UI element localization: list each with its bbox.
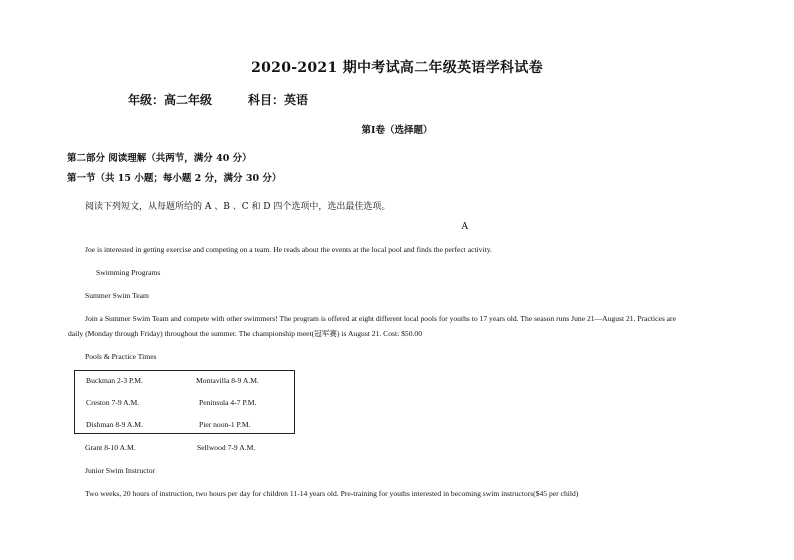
pool-entry: Buckman 2-3 P.M.	[86, 376, 143, 385]
pool-entry: Pier noon-1 P.M.	[199, 420, 251, 429]
summer-text-line1: Join a Summer Swim Team and compete with other swimmers! The program is offered at eight different local pools for youths to 17 years old. The season runs June 21—August 21. Practices are	[85, 314, 676, 323]
pool-times-table	[74, 370, 295, 434]
subject-label: 科目：英语	[248, 93, 309, 107]
pool-entry: Dishman 8-9 A.M.	[86, 420, 143, 429]
grade-label: 年级：高二年级	[128, 93, 213, 107]
part-heading: 第二部分 阅读理解（共两节，满分 40 分）	[67, 153, 252, 164]
pool-entry: Montavilla 8-9 A.M.	[196, 376, 259, 385]
passage-intro: Joe is interested in getting exercise and competing on a team. He reads about the events at the local pool and finds the perfect activity.	[85, 245, 492, 254]
instruction-text: 阅读下列短文，从每题所给的 A 、B 、C 和 D 四个选项中，选出最佳选项。	[85, 202, 391, 212]
summer-team-title: Summer Swim Team	[85, 291, 149, 300]
passage-letter: A	[461, 222, 468, 232]
pool-entry: Grant 8-10 A.M.	[85, 443, 136, 452]
summer-text-line2: daily (Monday through Friday) throughout the summer. The championship meet(冠军赛) is August 21. Cost: $50.00	[68, 329, 422, 338]
pool-entry: Sellwood 7-9 A.M.	[197, 443, 256, 452]
pool-entry: Peninsula 4-7 P.M.	[199, 398, 257, 407]
programs-title: Swimming Programs	[96, 268, 161, 277]
pools-title: Pools & Practice Times	[85, 352, 157, 361]
volume-heading: 第Ⅰ卷（选择题）	[361, 125, 433, 136]
section-heading: 第一节（共 15 小题；每小题 2 分，满分 30 分）	[67, 173, 282, 184]
exam-title: 2020-2021 期中考试高二年级英语学科试卷	[251, 60, 543, 76]
junior-instructor-title: Junior Swim Instructor	[85, 466, 156, 475]
pool-entry: Creston 7-9 A.M.	[86, 398, 140, 407]
junior-instructor-text: Two weeks, 20 hours of instruction, two hours per day for children 11-14 years old. Pre-training for youths interested in becoming swim instructors($45 per child)	[85, 489, 579, 498]
